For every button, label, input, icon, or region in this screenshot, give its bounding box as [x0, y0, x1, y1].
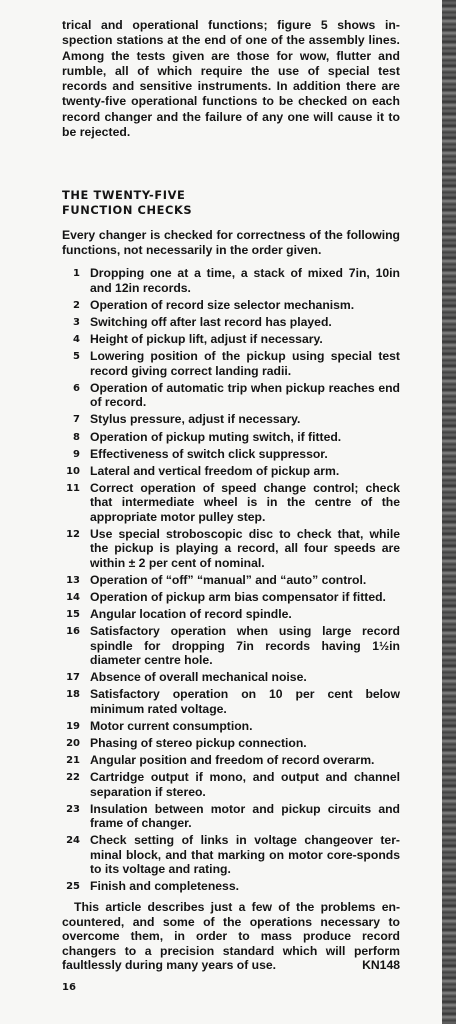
check-text: Height of pickup lift, adjust if necessary. — [90, 332, 323, 347]
check-text: Operation of pickup muting switch, if fitted. — [90, 429, 342, 444]
check-number: 5 — [73, 351, 80, 363]
check-text: Satisfactory operation on 10 per cent below minimum rated voltage. — [90, 687, 400, 716]
check-item — [62, 687, 400, 716]
article-column — [62, 18, 400, 972]
check-item — [62, 753, 400, 767]
check-text: Operation of automatic trip when pickup reaches end of record. — [90, 380, 400, 410]
check-number: 23 — [66, 803, 80, 815]
check-text: Operation of record size selector mechanism. — [90, 297, 355, 312]
check-item — [62, 315, 400, 329]
check-number: 19 — [66, 720, 80, 732]
check-number: 22 — [66, 772, 80, 784]
check-item — [62, 624, 400, 667]
scan-edge-decoration — [442, 0, 456, 1024]
section-heading-line-1: THE TWENTY-FIVE — [62, 188, 186, 203]
check-number: 8 — [73, 431, 80, 443]
check-item — [62, 430, 400, 444]
check-item — [62, 833, 400, 876]
check-text: Operation of pickup arm bias compensator if fitted. — [90, 589, 386, 604]
check-text: Angular position and freedom of record overarm. — [90, 753, 375, 768]
check-item — [62, 607, 400, 621]
check-number: 18 — [66, 689, 80, 701]
check-text: Effectiveness of switch click suppressor. — [90, 446, 328, 461]
check-text: Stylus pressure, adjust if necessary. — [90, 412, 301, 427]
check-item — [62, 802, 400, 831]
check-number: 13 — [66, 574, 80, 586]
check-number: 20 — [66, 737, 80, 749]
check-text: Lateral and vertical freedom of pickup arm. — [90, 463, 340, 478]
check-number: 15 — [66, 609, 80, 621]
check-number: 1 — [73, 268, 80, 280]
check-text: Use special stroboscopic disc to check that, while the pickup is playing a record, all four speeds are within ± 2 per cent of nominal. — [90, 526, 400, 570]
check-item — [62, 298, 400, 312]
check-item — [62, 332, 400, 346]
check-text: Operation of “off” “manual” and “auto” control. — [90, 572, 367, 587]
check-text: Phasing of stereo pickup connection. — [90, 735, 307, 750]
check-item — [62, 381, 400, 410]
check-number: 11 — [66, 483, 80, 495]
check-item — [62, 879, 400, 893]
check-item — [62, 590, 400, 604]
closing-paragraph — [62, 900, 400, 972]
check-number: 14 — [66, 591, 80, 603]
check-text: Switching off after last record has played. — [90, 315, 332, 330]
check-number: 6 — [73, 382, 80, 394]
check-text: Satisfactory operation when using large record spindle for dropping 7in records having 1½in diameter centre hole. — [90, 624, 400, 667]
check-item — [62, 464, 400, 478]
check-number: 3 — [73, 317, 80, 329]
check-number: 21 — [66, 755, 80, 767]
check-text: Lowering position of the pickup using special test record giving correct landing radii. — [90, 349, 400, 378]
section-heading-line-2: FUNCTION CHECKS — [62, 203, 193, 218]
check-number: 7 — [73, 414, 80, 426]
check-text: Cartridge output if mono, and output and channel separation if stereo. — [90, 770, 400, 799]
check-number: 17 — [66, 672, 80, 684]
section-heading — [62, 188, 400, 218]
function-checks-list — [62, 266, 400, 893]
check-item — [62, 527, 400, 570]
lead-paragraph: Every changer is checked for correctness of the following functions, not necessarily in the order given. — [62, 228, 400, 257]
check-item — [62, 770, 400, 799]
check-number: 24 — [66, 835, 80, 847]
check-text: Correct operation of speed change control; check that intermediate wheel is in the centre of the appropriate motor pulley step. — [90, 481, 400, 524]
check-item — [62, 670, 400, 684]
check-number: 2 — [73, 299, 80, 311]
check-text: Angular location of record spindle. — [90, 607, 292, 622]
check-number: 10 — [66, 465, 80, 477]
check-item — [62, 266, 400, 295]
check-item — [62, 447, 400, 461]
check-item — [62, 412, 400, 426]
check-text: Absence of overall mechanical noise. — [90, 670, 307, 685]
check-number: 12 — [66, 528, 80, 540]
check-text: Dropping one at a time, a stack of mixed 7in, 10in and 12in records. — [90, 266, 400, 295]
check-item — [62, 349, 400, 378]
check-number: 16 — [66, 626, 80, 638]
check-text: Finish and completeness. — [90, 879, 239, 894]
article-code: KN148 — [362, 957, 400, 972]
page-number: 16 — [62, 982, 76, 993]
check-number: 4 — [73, 334, 80, 346]
intro-paragraph: trical and operational functions; figure 5 shows in-spection stations at the end of one of the assembly lines. Among the tests given are those for wow, flutter and rumble, all of which require the use of special test records and sensitive instruments. In addition there are twenty-five operational functions to be checked on each record changer and the failure of any one will cause it to be rejected. — [62, 18, 400, 140]
check-number: 9 — [73, 448, 80, 460]
check-number: 25 — [66, 881, 80, 893]
check-item — [62, 573, 400, 587]
check-text: Check setting of links in voltage changeover ter-minal block, and that marking on motor core-sponds to its voltage and rating. — [90, 833, 400, 876]
check-item — [62, 736, 400, 750]
check-item — [62, 719, 400, 733]
check-text: Motor current consumption. — [90, 718, 253, 733]
check-item — [62, 481, 400, 524]
check-text: Insulation between motor and pickup circuits and frame of changer. — [90, 801, 400, 831]
closing-text: This article describes just a few of the problems en-countered, and some of the operations necessary to overcome them, in order to mass produce record changers to a precision standard which will perform faultlessly during many years of use. — [62, 900, 400, 972]
